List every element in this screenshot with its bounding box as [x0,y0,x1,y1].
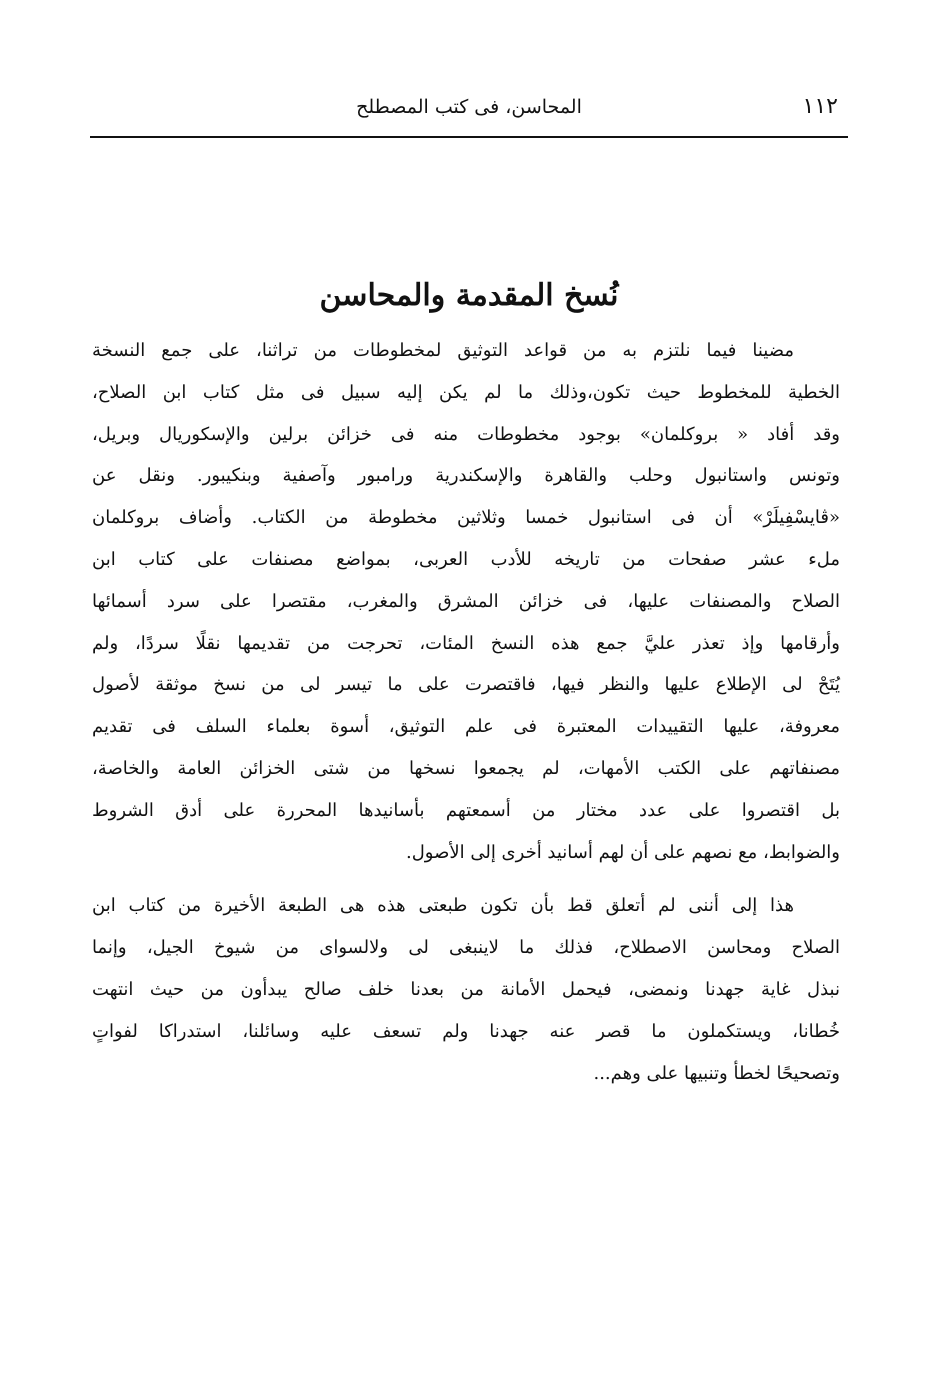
text-line: الخطية للمخطوط حيث تكون،وذلك ما لم يكن إليه سبيل فى مثل كتاب ابن الصلاح، [92,381,840,403]
text-line: مصنفاتهم على الكتب الأمهات، لم يجمعوا نسخها من شتى الخزائن العامة والخاصة، [92,757,840,779]
text-line: هذا إلى أننى لم أتعلق قط بأن تكون طبعتى هذه هى الطبعة الأخيرة من كتاب ابن [92,895,794,917]
text-line: ملء عشر صفحات من تاريخه للأدب العربى، بمواضع مصنفات على كتاب ابن [92,548,840,570]
text-line: مضينا فيما نلتزم به من قواعد التوثيق لمخطوطات من تراثنا، على جمع النسخة [92,340,794,361]
text-line: والضوابط، مع نصهم على أن لهم أسانيد أخرى إلى الأصول. [405,841,840,863]
paragraph-1 [92,330,840,873]
text-line: نبذل غاية جهدنا ونمضى، فيحمل الأمانة من بعدنا خلف صالح يبدأون من حيث انتهت [92,978,840,1000]
header-rule [90,136,848,138]
text-line: وأرقامها وإذ تعذر عليَّ جمع هذه النسخ المئات، تحرجت من تقديمها نقلًا سردًا، ولم [92,632,840,654]
body-text [92,330,840,1094]
text-line: الصلاح والمصنفات عليها، فى خزائن المشرق والمغرب، مقتصرا على سرد أسمائها [92,590,840,612]
text-line: «ڤايسْفِيلَرْ» أن فى استانبول خمسا وثلاثين مخطوطة من الكتاب. وأضاف بروكلمان [92,507,840,529]
text-line: خُطانا، ويستكملون ما قصر عنه جهدنا ولم تسعف عليه وسائلنا، استدراكا لفواتٍ [92,1020,840,1042]
text-line: الصلاح ومحاسن الاصطلاح، فذلك ما لاينبغى لى ولالسواى من شيوخ الجيل، وإنما [92,937,840,959]
paragraph-2 [92,885,840,1094]
page-number: ١١٢ [802,94,838,119]
text-line: وتصحيحًا لخطأ وتنبيها على وهم... [593,1062,840,1084]
running-title: المحاسن، فى كتب المصطلح [356,96,582,118]
text-line: وتونس واستانبول وحلب والقاهرة والإسكندرية ورامبور وآصفية وبنكيبور. ونقل عن [92,465,840,487]
text-line: بل اقتصروا على عدد مختار من أسمعتهم بأسانيدها المحررة على أدق الشروط [92,799,840,821]
text-line: يُتَحْ لى الإطلاع عليها والنظر فيها، فاقتصرت على ما تيسر لى من نسخ موثقة لأصول [92,674,840,696]
text-line: معروفة، عليها التقييدات المعتبرة فى علم التوثيق، أسوة بعلماء السلف فى تقديم [92,716,840,738]
running-header [90,92,848,128]
text-line: وقد أفاد « بروكلمان» بوجود مخطوطات منه فى خزائن برلين والإسكوريال وبريل، [92,423,840,445]
chapter-title: نُسخ المقدمة والمحاسن [319,278,619,314]
